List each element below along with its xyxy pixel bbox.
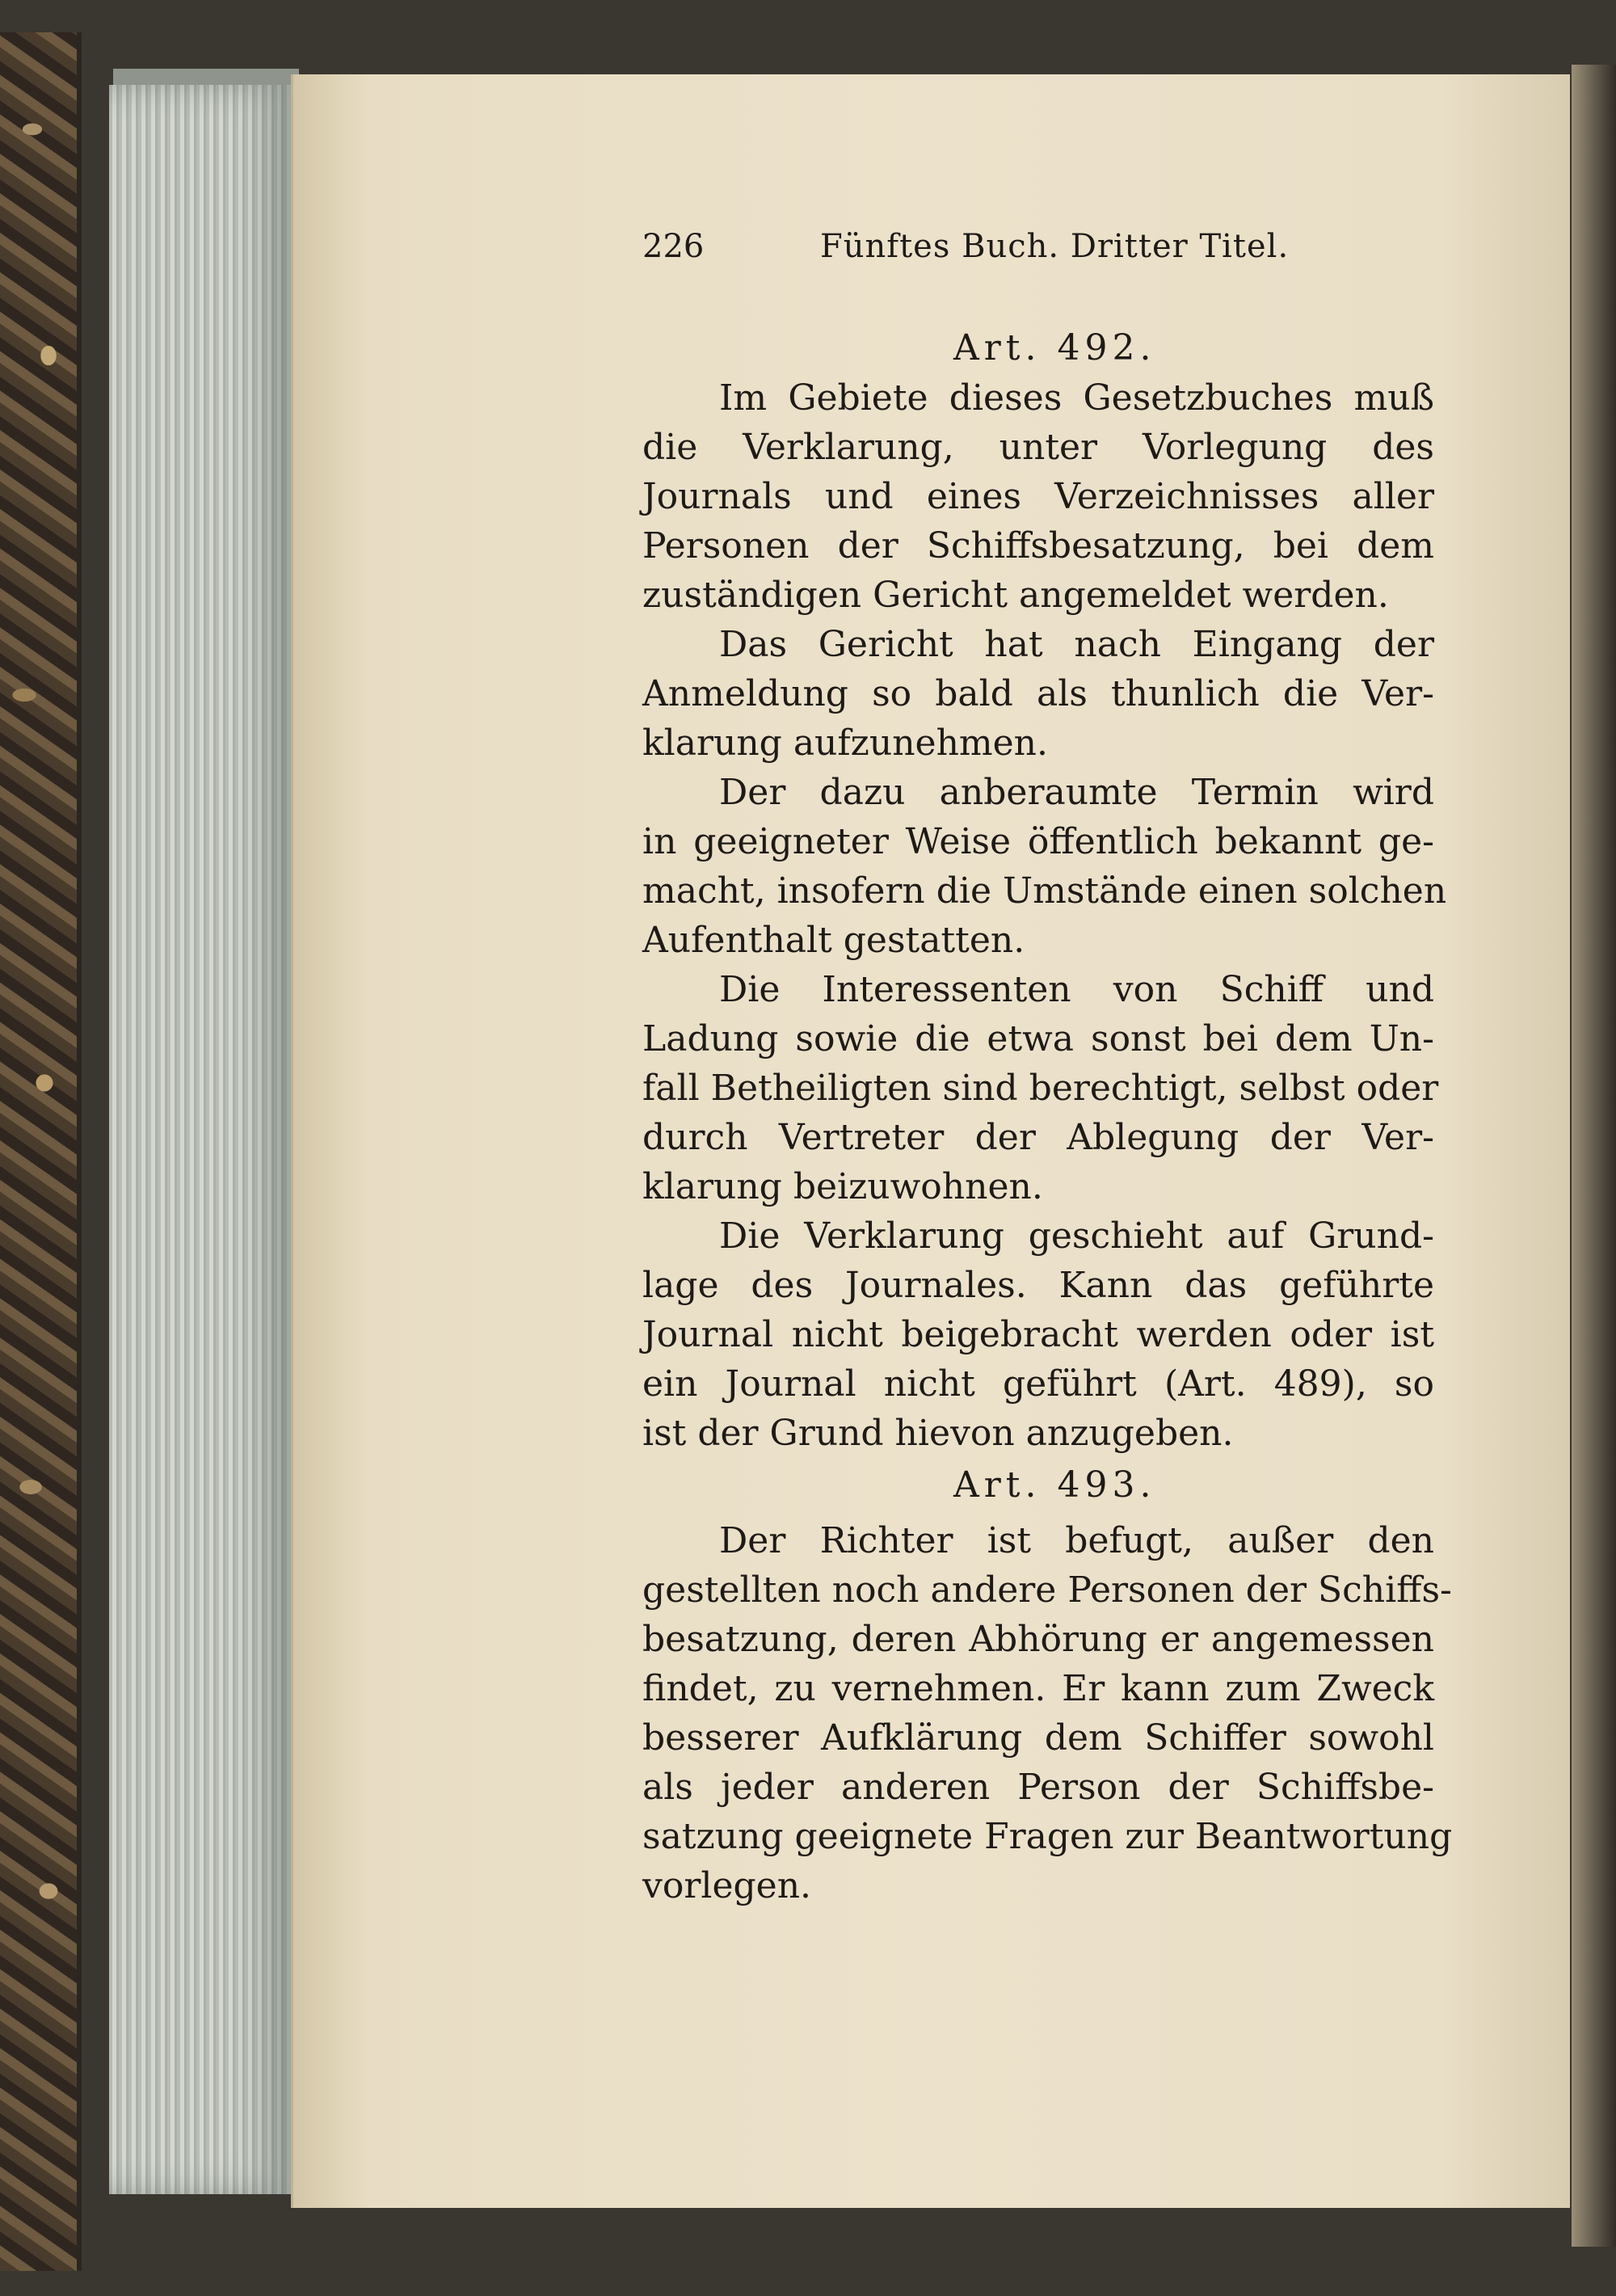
text-line: klarung aufzunehmen. bbox=[642, 723, 1049, 764]
paragraph-492-4 bbox=[642, 965, 1439, 1211]
paragraph-492-5 bbox=[642, 1211, 1434, 1458]
text-line: durch Vertreter der Ablegung der Ver- bbox=[642, 1117, 1434, 1158]
text-line: Im Gebiete dieses Gesetzbuches muß bbox=[719, 377, 1434, 419]
text-line: besserer Aufklärung dem Schiffer sowohl bbox=[642, 1717, 1434, 1759]
paragraph-492-3 bbox=[642, 768, 1447, 965]
text-line: fall Betheiligten sind berechtigt, selbst oder bbox=[642, 1068, 1439, 1109]
text-line: Die Interessenten von Schiff und bbox=[719, 969, 1434, 1010]
text-line: in geeigneter Weise öffentlich bekannt ge- bbox=[642, 821, 1434, 862]
text-line: Journals und eines Verzeichnisses aller bbox=[642, 476, 1434, 517]
text-line: satzung geeignete Fragen zur Beantwortung bbox=[642, 1816, 1453, 1857]
text-line: gestellten noch andere Personen der Schiffs- bbox=[642, 1569, 1452, 1611]
gutter-shadow bbox=[1572, 65, 1616, 2247]
text-line: besatzung, deren Abhörung er angemessen bbox=[642, 1619, 1434, 1660]
text-line: zuständigen Gericht angemeldet werden. bbox=[642, 575, 1389, 616]
text-line: Der Richter ist befugt, außer den bbox=[719, 1520, 1434, 1561]
text-line: Journal nicht beigebracht werden oder ist bbox=[642, 1314, 1434, 1355]
text-line: lage des Journales. Kann das geführte bbox=[642, 1265, 1434, 1306]
text-line: ist der Grund hievon anzugeben. bbox=[642, 1413, 1234, 1454]
text-line: findet, zu vernehmen. Er kann zum Zweck bbox=[642, 1668, 1434, 1709]
text-line: Aufenthalt gestatten. bbox=[642, 920, 1025, 961]
text-line: Anmeldung so bald als thunlich die Ver- bbox=[642, 673, 1434, 714]
text-line: macht, insofern die Umstände einen solchen bbox=[642, 870, 1447, 912]
marbled-book-cover bbox=[0, 32, 82, 2271]
text-line: als jeder anderen Person der Schiffsbe- bbox=[642, 1767, 1434, 1808]
paragraph-493-1 bbox=[642, 1516, 1453, 1911]
article-heading-493: Art. 493. bbox=[953, 1464, 1156, 1506]
text-line: Der dazu anberaumte Termin wird bbox=[719, 772, 1434, 813]
paragraph-492-1 bbox=[642, 373, 1434, 620]
text-line: Ladung sowie die etwa sonst bei dem Un- bbox=[642, 1018, 1434, 1060]
article-heading-492: Art. 492. bbox=[953, 327, 1156, 369]
text-line: die Verklarung, unter Vorlegung des bbox=[642, 427, 1434, 468]
page-edges-block bbox=[109, 85, 291, 2194]
text-line: klarung beizuwohnen. bbox=[642, 1166, 1043, 1207]
paragraph-492-2 bbox=[642, 620, 1434, 768]
page-number: 226 bbox=[642, 228, 705, 265]
text-line: vorlegen. bbox=[642, 1865, 812, 1906]
text-line: Personen der Schiffsbesatzung, bei dem bbox=[642, 525, 1434, 567]
running-head: Fünftes Buch. Dritter Titel. bbox=[820, 228, 1290, 265]
text-line: Die Verklarung geschieht auf Grund- bbox=[719, 1215, 1434, 1257]
text-line: ein Journal nicht geführt (Art. 489), so bbox=[642, 1363, 1434, 1405]
text-line: Das Gericht hat nach Eingang der bbox=[719, 624, 1434, 665]
